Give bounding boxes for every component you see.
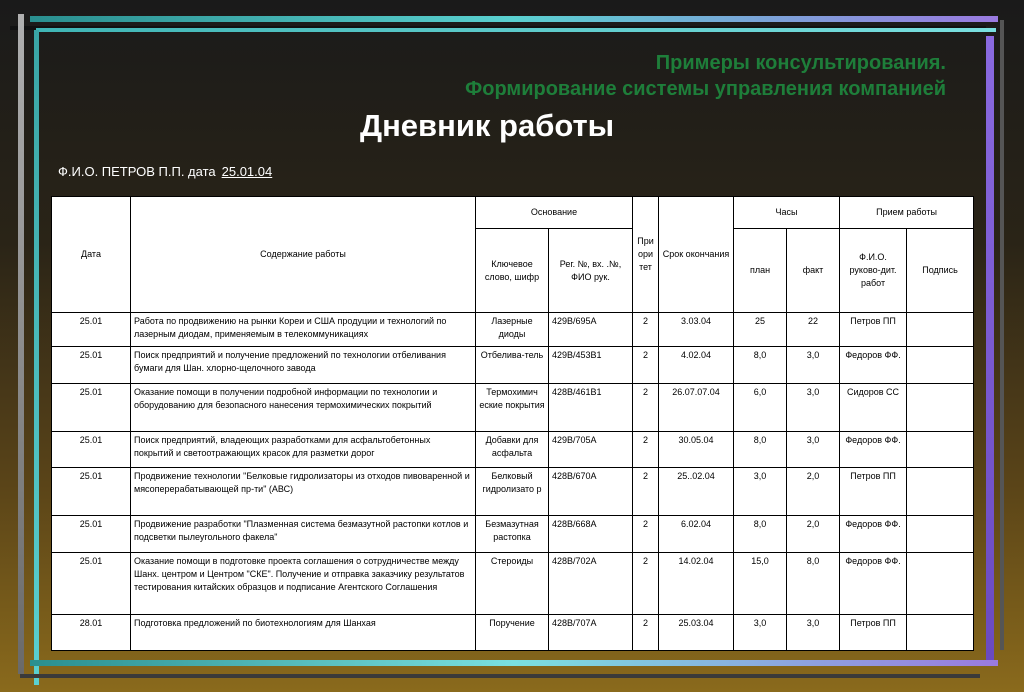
table-row: [52, 432, 974, 468]
cell-regno: 428В/668А: [549, 516, 633, 553]
cell-plan: 3,0: [734, 615, 787, 651]
frame-bar-top: [30, 16, 998, 22]
frame-bar-top-inner: [36, 28, 996, 32]
frame-bar-left: [18, 14, 24, 674]
cell-regno: 428В/707А: [549, 615, 633, 651]
person-label: Ф.И.О. ПЕТРОВ П.П. дата: [58, 164, 216, 179]
cell-plan: 15,0: [734, 553, 787, 615]
header-acceptance: Прием работы: [840, 197, 974, 229]
cell-regno: 428В/461В1: [549, 384, 633, 432]
cell-content: Поиск предприятий, владеющих разработками для асфальтобетонных покрытий и светоотражающих красок для разметки дорог: [131, 432, 476, 468]
header-deadline: Срок окончания: [659, 197, 734, 313]
cell-fact: 8,0: [787, 553, 840, 615]
cell-plan: 8,0: [734, 432, 787, 468]
cell-fact: 2,0: [787, 516, 840, 553]
cell-fact: 3,0: [787, 384, 840, 432]
cell-content: Продвижение разработки "Плазменная система безмазутной растопки котлов и подсветки пылеугольного факела": [131, 516, 476, 553]
cell-date: 25.01: [52, 468, 131, 516]
cell-date: 25.01: [52, 516, 131, 553]
cell-content: Оказание помощи в получении подробной информации по технологии и оборудованию для безопасного нанесения термохимических покрытий: [131, 384, 476, 432]
subtitle-line-1: Примеры консультирования.: [655, 52, 946, 74]
cell-keyword: Белковый гидролизато р: [476, 468, 549, 516]
table-row: [52, 516, 974, 553]
cell-acceptor: Федоров ФФ.: [840, 553, 907, 615]
cell-content: Подготовка предложений по биотехнологиям для Шанхая: [131, 615, 476, 651]
table-row: [52, 468, 974, 516]
cell-signature: [907, 313, 974, 347]
cell-deadline: 14.02.04: [659, 553, 734, 615]
cell-priority: 2: [633, 516, 659, 553]
cell-keyword: Лазерные диоды: [476, 313, 549, 347]
page-title: Дневник работы: [360, 108, 615, 143]
cell-signature: [907, 615, 974, 651]
cell-acceptor: Сидоров СС: [840, 384, 907, 432]
cell-date: 25.01: [52, 553, 131, 615]
person-line: [58, 164, 272, 179]
header-priority: Приоритет: [633, 197, 659, 313]
cell-regno: 428В/670А: [549, 468, 633, 516]
cell-signature: [907, 516, 974, 553]
subtitle-line-2: Формирование системы управления компанией: [465, 78, 946, 100]
cell-deadline: 30.05.04: [659, 432, 734, 468]
header-keyword: Ключевое слово, шифр: [476, 229, 549, 313]
cell-content: Продвижение технологии "Белковые гидролизаторы из отходов пивоваренной и мясоперерабатывающей пр-ти" (АВС): [131, 468, 476, 516]
cell-keyword: Стероиды: [476, 553, 549, 615]
cell-date: 25.01: [52, 347, 131, 384]
cell-content: Поиск предприятий и получение предложений по технологии отбеливания бумаги для Шан. хлорно-щелочного завода: [131, 347, 476, 384]
table-row: [52, 615, 974, 651]
header-plan: план: [734, 229, 787, 313]
cell-keyword: Термохимич еские покрытия: [476, 384, 549, 432]
cell-content: Работа по продвижению на рынки Кореи и США продуции и технологий по лазерным диодам, применяемым в телекоммуникациях: [131, 313, 476, 347]
cell-date: 25.01: [52, 384, 131, 432]
cell-date: 28.01: [52, 615, 131, 651]
cell-deadline: 26.07.07.04: [659, 384, 734, 432]
cell-priority: 2: [633, 553, 659, 615]
frame-bar-bottom-shadow: [20, 674, 980, 678]
cell-acceptor: Петров ПП: [840, 313, 907, 347]
cell-date: 25.01: [52, 432, 131, 468]
cell-plan: 6,0: [734, 384, 787, 432]
cell-fact: 22: [787, 313, 840, 347]
cell-signature: [907, 432, 974, 468]
cell-deadline: 25..02.04: [659, 468, 734, 516]
cell-plan: 3,0: [734, 468, 787, 516]
cell-regno: 428В/702А: [549, 553, 633, 615]
frame-bar-left-inner: [34, 30, 39, 685]
header-regno: Рег. №, вх. .№, ФИО рук.: [549, 229, 633, 313]
cell-fact: 3,0: [787, 432, 840, 468]
cell-fact: 3,0: [787, 615, 840, 651]
cell-priority: 2: [633, 384, 659, 432]
slide-subtitle: [0, 50, 946, 102]
cell-fact: 3,0: [787, 347, 840, 384]
cell-priority: 2: [633, 432, 659, 468]
cell-deadline: 25.03.04: [659, 615, 734, 651]
cell-regno: 429В/705А: [549, 432, 633, 468]
cell-keyword: Безмазутная растопка: [476, 516, 549, 553]
cell-acceptor: Федоров ФФ.: [840, 432, 907, 468]
frame-bar-right: [986, 36, 994, 661]
cell-signature: [907, 347, 974, 384]
cell-signature: [907, 553, 974, 615]
header-fact: факт: [787, 229, 840, 313]
header-hours: Часы: [734, 197, 840, 229]
header-date: Дата: [52, 197, 131, 313]
frame-bar-right-outer: [1000, 20, 1004, 650]
cell-content: Оказание помощи в подготовке проекта соглашения о сотрудничестве между Шанх. центром и Центром "СКЕ". Получение и отправка заказчику результатов тестирования китайских образцов и подписание Агентского Соглашения: [131, 553, 476, 615]
cell-deadline: 6.02.04: [659, 516, 734, 553]
cell-acceptor: Петров ПП: [840, 615, 907, 651]
cell-keyword: Поручение: [476, 615, 549, 651]
header-acc-name: Ф.И.О. руково-дит. работ: [840, 229, 907, 313]
cell-date: 25.01: [52, 313, 131, 347]
cell-acceptor: Петров ПП: [840, 468, 907, 516]
person-date: 25.01.04: [221, 164, 273, 179]
cell-acceptor: Федоров ФФ.: [840, 347, 907, 384]
cell-plan: 8,0: [734, 347, 787, 384]
header-basis: Основание: [476, 197, 633, 229]
table-row: [52, 347, 974, 384]
cell-acceptor: Федоров ФФ.: [840, 516, 907, 553]
header-content: Содержание работы: [131, 197, 476, 313]
cell-regno: 429В/695А: [549, 313, 633, 347]
cell-deadline: 4.02.04: [659, 347, 734, 384]
cell-signature: [907, 468, 974, 516]
cell-regno: 429В/453В1: [549, 347, 633, 384]
cell-plan: 25: [734, 313, 787, 347]
work-diary-table: [51, 196, 974, 651]
table-row: [52, 313, 974, 347]
cell-priority: 2: [633, 615, 659, 651]
cell-priority: 2: [633, 347, 659, 384]
cell-keyword: Добавки для асфальта: [476, 432, 549, 468]
cell-priority: 2: [633, 468, 659, 516]
cell-keyword: Отбелива-тель: [476, 347, 549, 384]
cell-priority: 2: [633, 313, 659, 347]
cell-signature: [907, 384, 974, 432]
cell-deadline: 3.03.04: [659, 313, 734, 347]
table-row: [52, 384, 974, 432]
cell-plan: 8,0: [734, 516, 787, 553]
frame-bar-bottom: [30, 660, 998, 666]
cell-fact: 2,0: [787, 468, 840, 516]
table-row: [52, 553, 974, 615]
header-signature: Подпись: [907, 229, 974, 313]
